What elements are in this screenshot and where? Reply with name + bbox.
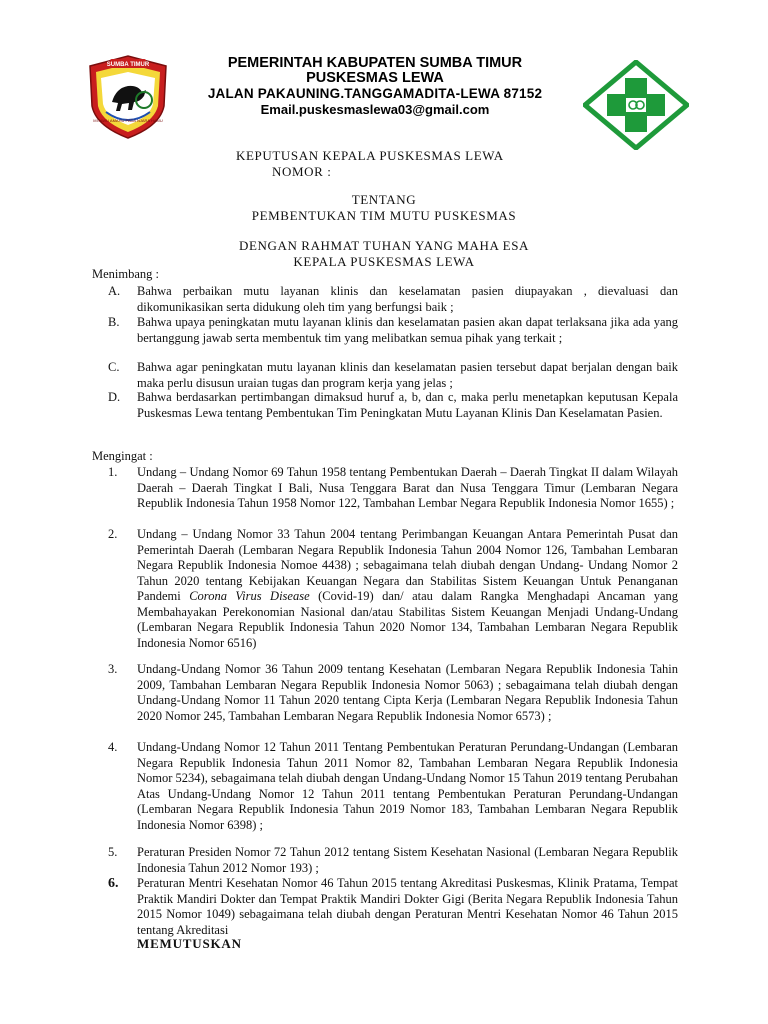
emblem-text: SUMBA TIMUR <box>106 62 150 68</box>
item-marker: 5. <box>108 845 118 859</box>
menimbang-item <box>108 284 678 315</box>
email: Email.puskesmaslewa03@gmail.com <box>260 102 490 117</box>
item-marker: D. <box>108 390 121 404</box>
item-text: Undang-Undang Nomor 36 Tahun 2009 tentang Kesehatan (Lembaran Negara Republik Indonesia Tahin 2009, Tambahan Lembaran Negara Republik Indonesia Nomor 5063) ; sebagaimana telah diubah dengan Undang-Undang Nomor 11 Tahun 2020 tentang Cipta Kerja (Lembaran Negara Republik Indonesia Tahun 2020 Nomor 245, Tambahan Lembaran Negara Republik Indonesia Nomor 6573) ; <box>137 662 678 723</box>
item-marker: 4. <box>108 740 118 754</box>
menimbang-item <box>108 360 678 391</box>
menimbang-item <box>108 390 678 421</box>
menimbang-label: Menimbang : <box>92 267 160 281</box>
item-text: Bahwa berdasarkan pertimbangan dimaksud huruf a, b, dan c, maka perlu menetapkan keputusan Kepala Puskesmas Lewa tentang Pembentukan Tim Peningkatan Mutu Layanan Klinis Dan Keselamatan Pasien. <box>137 390 678 420</box>
address: JALAN PAKAUNING.TANGGAMADITA-LEWA 87152 <box>207 86 543 101</box>
item-text: Undang – Undang Nomor 69 Tahun 1958 tentang Pembentukan Daerah – Daerah Tingkat II dalam Wilayah Daerah – Daerah Tingkat I Bali, Nusa Tenggara Barat dan Nusa Tenggara Timur (Lembaran Negara Republik Indonesia Tahun 1958 Nomor 122, Tambahan Lembar Negara Republik Indonesia Nomor 1655) ; <box>137 465 678 510</box>
item-marker: A. <box>108 284 121 298</box>
mengingat-item <box>108 662 678 724</box>
mengingat-item <box>108 876 678 938</box>
item-text: Bahwa agar peningkatan mutu layanan klinis dan keselamatan pasien tersebut dapat berjalan dengan baik maka perlu disusun uraian tugas dan program kerja yang jelas ; <box>137 360 678 390</box>
item-text-part: (Covid-19) dan/ atau dalam Rangka Menghadapi Ancaman yang Membahayakan Perekonomian Nasional dan/atau Stabilitas Sistem Keuangan Menjadi Undang-Undang (Lembaran Negara Republik Indonesia Tahun 2020 Nomor 134, Tambahan Lembaran Negara Republik Indonesia Nomor 6516) <box>137 589 678 650</box>
item-marker: C. <box>108 360 120 374</box>
item-marker: 3. <box>108 662 118 676</box>
item-text: Undang-Undang Nomor 12 Tahun 2011 Tentang Pembentukan Peraturan Perundang-Undangan (Lembaran Negara Republik Indonesia Tahun 2011 Nomor 82, Tambahan Lembaran Negara Republik Indonesia Nomor 5234), sebagaimana telah diubah dengan Undang-Undang Nomor 15 Tahun 2019 tentang Perubahan Atas Undang-Undang Nomor 12 Tahun 2011 tentang Pembentukan Peraturan Perundang-Undangan (Lembaran Negara Republik Indonesia Tahun 2019 Nomor 183, Tambahan Lembaran Negara Republik Indonesia Nomor 6398) ; <box>137 740 678 832</box>
item-text: Bahwa perbaikan mutu layanan klinis dan keselamatan pasien diupayakan , dievaluasi dan dikomunikasikan serta didukung oleh tim yang berfungsi baik ; <box>137 284 678 314</box>
item-marker: B. <box>108 315 120 329</box>
item-text <box>137 527 678 651</box>
decree-heading: KEPUTUSAN KEPALA PUSKESMAS LEWA <box>236 148 504 163</box>
item-text: Bahwa upaya peningkatan mutu layanan klinis dan keselamatan pasien akan dapat terlaksana jika ada yang bertanggung jawab serta membentuk tim yang melibatkan semua pihak yang terkait ; <box>137 315 678 345</box>
italic-term: Corona Virus Disease <box>189 589 310 603</box>
emblem-motto: MITAWU AMAHU PADA NJARA HAMU <box>93 118 163 123</box>
item-text: Peraturan Presiden Nomor 72 Tahun 2012 tentang Sistem Kesehatan Nasional (Lembaran Negara Republik Indonesia Tahun 2012 Nomor 193) ; <box>137 845 678 875</box>
government-name: PEMERINTAH KABUPATEN SUMBA TIMUR <box>227 55 523 71</box>
mengingat-item <box>108 465 678 512</box>
puskesmas-logo-icon <box>583 60 689 150</box>
letterhead <box>0 0 768 150</box>
mengingat-item <box>108 740 678 833</box>
memutuskan-heading: MEMUTUSKAN <box>137 936 242 951</box>
item-marker: 2. <box>108 527 118 541</box>
mengingat-item <box>108 527 678 651</box>
sumba-timur-emblem-icon <box>82 52 174 140</box>
decree-subject: PEMBENTUKAN TIM MUTU PUSKESMAS <box>251 208 517 223</box>
letterhead-text <box>170 56 580 117</box>
item-marker: 1. <box>108 465 118 479</box>
item-text-part: Undang – Undang Nomor 33 Tahun 2004 tentang Perimbangan Keuangan Antara Pemerintah Pusat dan Pemerintah Daerah (Lembaran Negara Republik Indonesia Tahun 2004 Nomor 126, Tambahan Lembaran Negara Republik Indonesia Nomoe 4438) ; sebagaimana telah diubah dengan Undang- Undang Nomor 2 Tahun 2020 tentang Kebijakan Keuangan Negara dan Stabilitas Sistem Keuangan Untuk Penanganan Pandemi <box>137 527 678 603</box>
item-marker: 6. <box>108 876 119 891</box>
decree-number: NOMOR : <box>272 164 332 179</box>
puskesmas-name: PUSKESMAS LEWA <box>306 70 444 86</box>
issuer: KEPALA PUSKESMAS LEWA <box>293 254 475 269</box>
mengingat-label: Mengingat : <box>92 449 153 463</box>
tentang-label: TENTANG <box>351 192 417 207</box>
opening-phrase: DENGAN RAHMAT TUHAN YANG MAHA ESA <box>238 238 530 253</box>
item-text: Peraturan Mentri Kesehatan Nomor 46 Tahun 2015 tentang Akreditasi Puskesmas, Klinik Pratama, Tempat Praktik Mandiri Dokter dan Tempat Praktik Mandiri Dokter Gigi (Berita Negara Republik Indonesia Tahun 2015 Nomor 1049) sebagaimana telah diubah dengan Peraturan Mentri Kesehatan Nomor 46 Tahun 2015 tentang Akreditasi <box>137 876 678 937</box>
mengingat-item <box>108 845 678 876</box>
menimbang-item <box>108 315 678 346</box>
